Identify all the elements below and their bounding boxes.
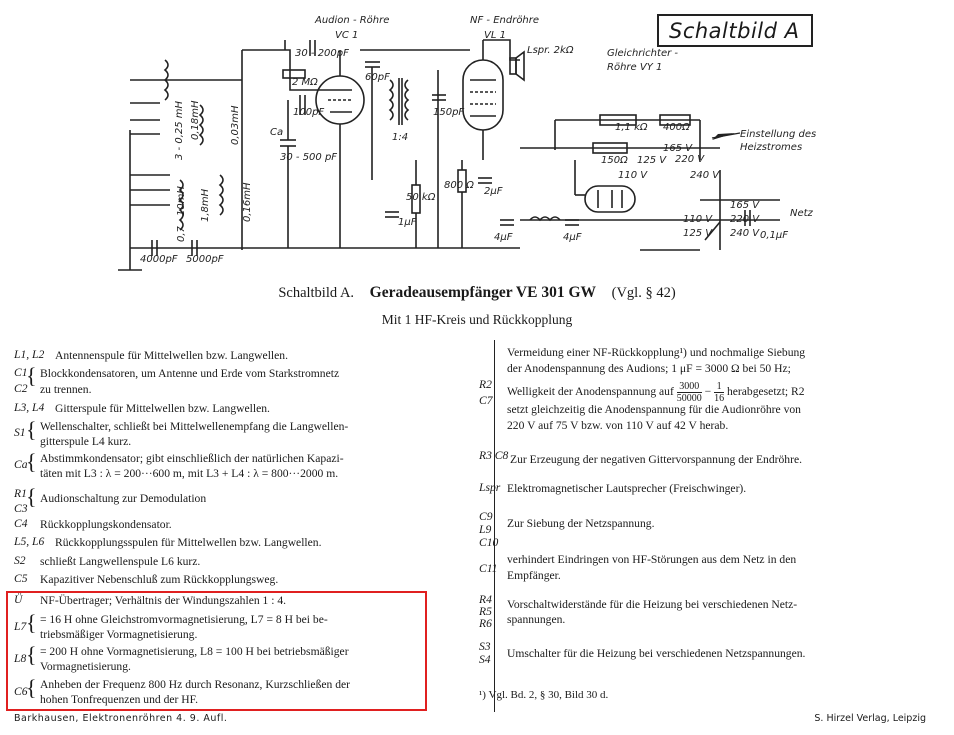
audion-label: Audion - Röhre bbox=[315, 15, 390, 26]
vc1-label: VC 1 bbox=[335, 30, 359, 41]
sym-c7: C7 bbox=[479, 394, 493, 407]
einst-label-1: Einstellung des bbox=[740, 129, 817, 140]
text-c1c2-1: Blockkondensatoren, um Antenne und Erde vom Starkstromnetz bbox=[40, 367, 340, 380]
c1-value: 4000pF bbox=[140, 254, 178, 265]
sym-l5l6: L5, L6 bbox=[14, 535, 45, 548]
sym-c1: C1 bbox=[14, 366, 28, 379]
l2-value: 0,7 - 10mH bbox=[176, 186, 187, 242]
caption-ref: (Vgl. § 42) bbox=[611, 285, 676, 301]
vl1-label: VL 1 bbox=[484, 30, 506, 41]
ca-symbol: Ca bbox=[270, 127, 284, 138]
text-c4: Rückkopplungskondensator. bbox=[40, 518, 172, 531]
sym-l7: L7 bbox=[14, 620, 27, 633]
l5-value: 0,03mH bbox=[230, 105, 241, 145]
text-l5l6: Rückkopplungsspulen für Mittelwellen bzw. Langwellen. bbox=[55, 536, 322, 549]
nf-label: NF - Endröhre bbox=[470, 15, 540, 26]
text-ca-2: täten mit L3 : λ = 200···600 m, mit L3 + L4 : λ = 800···2000 m. bbox=[40, 467, 339, 480]
figure-caption bbox=[0, 284, 954, 302]
r6-value: 150Ω bbox=[601, 155, 628, 166]
footer-left: Barkhausen, Elektronenröhren 4. 9. Aufl. bbox=[14, 713, 228, 724]
fraction-2 bbox=[714, 381, 724, 404]
text-s1-2: gitterspule L4 kurz. bbox=[40, 435, 132, 448]
heater-220v: 220 V bbox=[675, 154, 705, 165]
text-c5: Kapazitiver Nebenschluß zum Rückkopplungsweg. bbox=[40, 573, 279, 586]
frac2-den: 16 bbox=[714, 393, 725, 404]
footnote: ¹) Vgl. Bd. 2, § 30, Bild 30 d. bbox=[479, 689, 609, 701]
r3-value: 800 Ω bbox=[444, 180, 474, 191]
netz-label: Netz bbox=[790, 208, 813, 219]
brace-l8: { bbox=[26, 642, 37, 667]
sym-s1: S1 bbox=[14, 426, 26, 439]
sym-r1: R1 bbox=[14, 487, 27, 500]
text-l3l4: Gitterspule für Mittelwellen bzw. Langwellen. bbox=[55, 402, 270, 415]
net-165v: 165 V bbox=[730, 200, 760, 211]
sym-l1l2: L1, L2 bbox=[14, 348, 45, 361]
text-c6-1: Anheben der Frequenz 800 Hz durch Resonanz, Kurzschließen der bbox=[40, 678, 351, 691]
sym-s2: S2 bbox=[14, 554, 26, 567]
text-lspr: Elektromagnetischer Lautsprecher (Freischwinger). bbox=[507, 482, 747, 495]
sym-c2: C2 bbox=[14, 382, 28, 395]
text-ca-1: Abstimmkondensator; gibt einschließlich der natürlichen Kapazi- bbox=[40, 452, 344, 465]
caption-title: Geradeausempfänger VE 301 GW bbox=[369, 284, 596, 301]
r2-value: 50 kΩ bbox=[406, 192, 436, 203]
text-r4r5r6-2: spannungen. bbox=[507, 613, 566, 626]
c11-value: 0,1μF bbox=[760, 230, 789, 241]
c4-value: 30 - 200pF bbox=[295, 48, 349, 59]
einst-label-2: Heizstromes bbox=[740, 142, 803, 153]
text-r2-4: setzt gleichzeitig die Anodenspannung für die Audionröhre von bbox=[507, 403, 801, 416]
sym-s3s4: S3 S4 bbox=[479, 640, 491, 666]
c10-value: 4μF bbox=[563, 232, 582, 243]
text-r2-5: 220 V auf 75 V bzw. von 110 V auf 42 V herab. bbox=[507, 419, 729, 432]
ca-value: 30 - 500 pF bbox=[280, 152, 338, 163]
sym-l3l4: L3, L4 bbox=[14, 401, 45, 414]
sym-lspr: Lspr bbox=[479, 481, 501, 494]
text-r4r5r6-1: Vorschaltwiderstände für die Heizung bei verschiedenen Netz- bbox=[507, 598, 798, 611]
c7-value: 1μF bbox=[398, 217, 417, 228]
text-l7-1: = 16 H ohne Gleichstromvormagnetisierung, L7 = 8 H bei be- bbox=[40, 613, 328, 626]
text-s1-1: Wellenschalter, schließt bei Mittelwellenempfang die Langwellen- bbox=[40, 420, 349, 433]
brace-c1c2: { bbox=[26, 363, 37, 388]
sym-c9l9c10: C9 L9 C10 bbox=[479, 510, 499, 549]
text-r2-1: Vermeidung einer NF-Rückkopplung¹) und nochmalige Siebung bbox=[507, 346, 806, 359]
frac1-den: 50000 bbox=[676, 393, 702, 404]
figure-subtitle: Mit 1 HF-Kreis und Rückkopplung bbox=[381, 312, 573, 327]
r5-value: 400Ω bbox=[663, 122, 690, 133]
sym-c6: C6 bbox=[14, 685, 28, 698]
sym-c4: C4 bbox=[14, 517, 28, 530]
text-l8-2: Vormagnetisierung. bbox=[40, 660, 131, 673]
text-c9l9c10: Zur Siebung der Netzspannung. bbox=[507, 517, 655, 530]
heater-165v: 165 V bbox=[663, 143, 693, 154]
text-r2-3 bbox=[507, 381, 805, 404]
text-c6-2: hohen Tonfrequenzen und der HF. bbox=[40, 693, 199, 706]
text-s3s4: Umschalter für die Heizung bei verschiedenen Netzspannungen. bbox=[507, 647, 806, 660]
heater-110v: 110 V bbox=[618, 170, 648, 181]
highlight-box bbox=[6, 591, 427, 711]
r4-value: 1,1 kΩ bbox=[615, 122, 648, 133]
heater-240v: 240 V bbox=[690, 170, 720, 181]
frac2-num: 1 bbox=[714, 381, 724, 393]
sym-c3: C3 bbox=[14, 502, 28, 515]
net-240v: 240 V bbox=[730, 228, 760, 239]
sym-r3c8: R3 C8 bbox=[479, 449, 509, 462]
text-r3c8: Zur Erzeugung der negativen Gittervorspannung der Endröhre. bbox=[510, 453, 802, 466]
schaltbild-title-box bbox=[657, 14, 813, 47]
schaltbild-title: Schaltbild A bbox=[669, 19, 800, 43]
heater-125v: 125 V bbox=[637, 155, 667, 166]
text-r1c3: Audionschaltung zur Demodulation bbox=[40, 492, 207, 505]
c6-value: 150pF bbox=[433, 107, 465, 118]
brace-c6: { bbox=[26, 675, 37, 700]
frac1-num: 3000 bbox=[677, 381, 702, 393]
gleich-label-2: Röhre VY 1 bbox=[607, 62, 663, 73]
text-l7-2: triebsmäßiger Vormagnetisierung. bbox=[40, 628, 198, 641]
l6-value: 0,16mH bbox=[242, 182, 253, 222]
sym-l8: L8 bbox=[14, 652, 27, 665]
brace-l7: { bbox=[26, 610, 37, 635]
text-c11-2: Empfänger. bbox=[507, 569, 561, 582]
text-c1c2-2: zu trennen. bbox=[40, 383, 92, 396]
text-l1l2: Antennenspule für Mittelwellen bzw. Langwellen. bbox=[55, 349, 288, 362]
frac-minus: − bbox=[704, 385, 712, 399]
c3-value: 100pF bbox=[293, 107, 325, 118]
text-c11-1: verhindert Eindringen von HF-Störungen aus dem Netz in den bbox=[507, 553, 797, 566]
lspr-label: Lspr. 2kΩ bbox=[527, 45, 574, 56]
footer-right: S. Hirzel Verlag, Leipzig bbox=[814, 713, 926, 724]
net-220v: 220 V bbox=[730, 214, 760, 225]
text-r2-3a: Welligkeit der Anodenspannung auf bbox=[507, 385, 674, 399]
sym-c11: C11 bbox=[479, 562, 498, 575]
c8-value: 2μF bbox=[484, 186, 503, 197]
l1-value: 3 - 0,25 mH bbox=[174, 100, 185, 160]
transformer-ratio: 1:4 bbox=[392, 132, 409, 143]
r1-value: 2 MΩ bbox=[292, 77, 318, 88]
gleich-label-1: Gleichrichter - bbox=[607, 48, 678, 59]
l3-value: 0,18mH bbox=[190, 100, 201, 140]
sym-c5: C5 bbox=[14, 572, 28, 585]
sym-r4r5r6: R4 R5 R6 bbox=[479, 593, 492, 630]
sym-ca: Ca bbox=[14, 458, 28, 471]
sym-u: Ü bbox=[14, 593, 23, 606]
brace-ca: { bbox=[26, 449, 37, 474]
text-s2: schließt Langwellenspule L6 kurz. bbox=[40, 555, 201, 568]
fraction-1 bbox=[677, 381, 702, 404]
net-125v: 125 V bbox=[683, 228, 713, 239]
text-r2-3b: herabgesetzt; R2 bbox=[726, 385, 805, 399]
text-r2-2: der Anodenspannung des Audions; 1 μF = 3000 Ω bei 50 Hz; bbox=[507, 362, 791, 375]
caption-prefix: Schaltbild A. bbox=[278, 285, 355, 301]
brace-r1c3: { bbox=[26, 484, 37, 509]
c5-value: 60pF bbox=[365, 72, 390, 83]
l4-value: 1,8mH bbox=[200, 188, 211, 222]
sym-r2: R2 bbox=[479, 378, 492, 391]
text-l8-1: = 200 H ohne Vormagnetisierung, L8 = 100 H bei betriebsmäßiger bbox=[40, 645, 349, 658]
net-110v: 110 V bbox=[683, 214, 713, 225]
c2-value: 5000pF bbox=[186, 254, 224, 265]
text-u: NF-Übertrager; Verhältnis der Windungszahlen 1 : 4. bbox=[40, 594, 287, 607]
c9-value: 4μF bbox=[494, 232, 513, 243]
brace-s1: { bbox=[26, 417, 37, 442]
